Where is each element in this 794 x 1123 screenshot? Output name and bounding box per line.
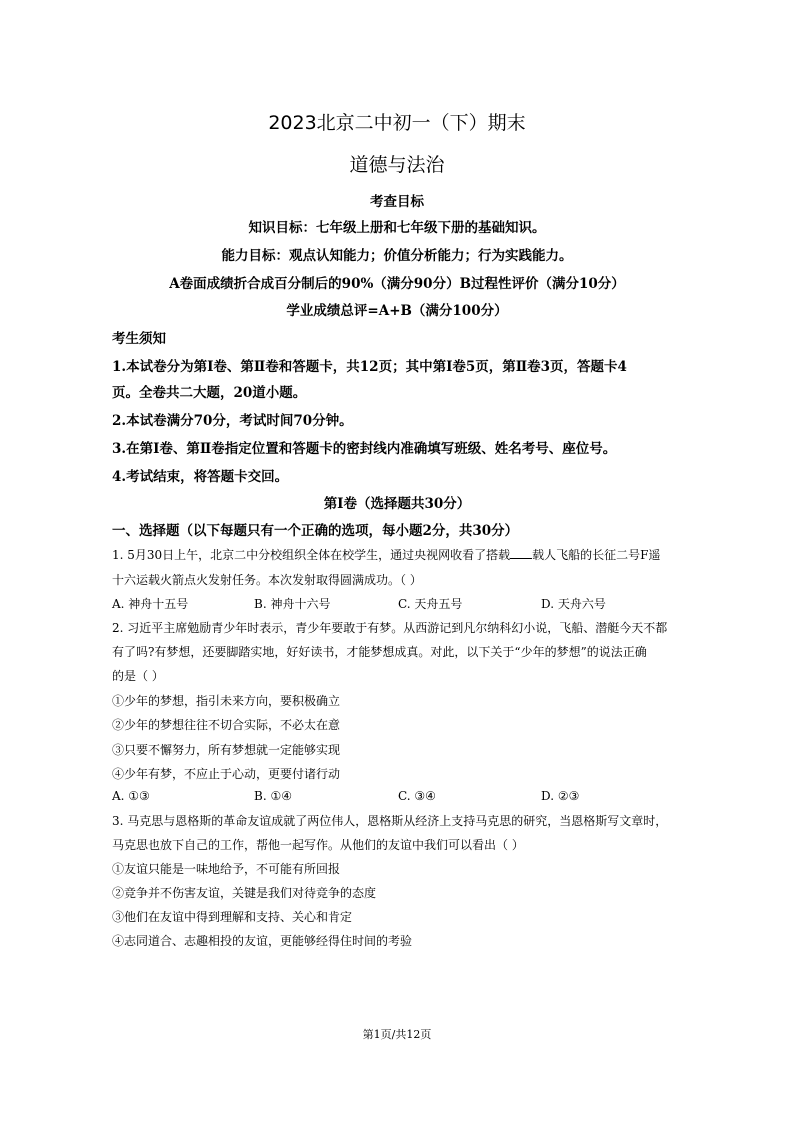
question-2-line-2: 有了吗?有梦想，还要脚踏实地，好好读书，才能梦想成真。对此，以下关于“少年的梦想”的说法正确 (112, 645, 647, 659)
notice-item-1-line-2: 页。全卷共二大题，20道小题。 (112, 385, 307, 401)
question-3-statement-2: ②竞争并不伤害友谊，关键是我们对待竞争的态度 (112, 886, 377, 900)
total-score-rule: 学业成绩总评=A+B（满分100分） (286, 303, 508, 319)
question-1-line-2: 十六运载火箭点火发射任务。本次发射取得圆满成功。（ ） (112, 573, 422, 587)
question-2-statement-3: ③只要不懈努力，所有梦想就一定能够实现 (112, 743, 341, 757)
question-2-line-3: 的是（ ） (112, 669, 164, 683)
question-1-option-d: D. 天舟六号 (541, 597, 606, 611)
answer-blank (510, 546, 532, 559)
question-1-line-1 (112, 546, 687, 563)
notice-item-4: 4.考试结束，将答题卡交回。 (112, 469, 289, 485)
section-title: 第Ⅰ卷（选择题共30分） (323, 496, 471, 512)
notice-item-1-line-1: 1.本试卷分为第Ⅰ卷、第Ⅱ卷和答题卡，共12页；其中第Ⅰ卷5页，第Ⅱ卷3页，答题卡4 (112, 359, 627, 375)
part-one-heading: 一、选择题（以下每题只有一个正确的选项，每小题2分，共30分） (112, 523, 519, 539)
question-3-statement-4: ④志同道合、志趣相投的友谊，更能够经得住时间的考验 (112, 934, 413, 948)
scoring-rule: A卷面成绩折合成百分制后的90%（满分90分）B过程性评价（满分10分） (169, 276, 625, 292)
question-1-text-a: 1. 5月30日上午，北京二中分校组织全体在校学生，通过央视网收看了搭载 (112, 548, 511, 562)
question-1-option-a: A. 神舟十五号 (112, 597, 189, 611)
notice-item-2: 2.本试卷满分70分，考试时间70分钟。 (112, 413, 353, 429)
question-1-option-c: C. 天舟五号 (398, 597, 463, 611)
question-2-statement-1: ①少年的梦想，指引未来方向，要积极确立 (112, 694, 341, 708)
question-2-option-a: A. ①③ (112, 789, 150, 803)
subject-title: 道德与法治 (349, 154, 445, 176)
question-2-option-c: C. ③④ (398, 789, 436, 803)
objectives-heading: 考查目标 (370, 194, 424, 210)
question-2-option-b: B. ①④ (254, 789, 292, 803)
question-2-statement-2: ②少年的梦想往往不切合实际，不必太在意 (112, 718, 341, 732)
notice-heading: 考生须知 (112, 331, 166, 347)
question-3-line-1: 3. 马克思与恩格斯的革命友谊成就了两位伟人，恩格斯从经济上支持马克思的研究，当恩格斯写文章时， (112, 814, 668, 828)
question-2-line-1: 2. 习近平主席勉励青少年时表示，青少年要敢于有梦。从西游记到凡尔纳科幻小说，飞船、潜艇今天不都 (112, 621, 668, 635)
question-3-line-2: 马克思也放下自己的工作，帮他一起写作。从他们的友谊中我们可以看出（ ） (112, 838, 524, 852)
question-3-statement-1: ①友谊只能是一味地给予，不可能有所回报 (112, 862, 341, 876)
ability-objective: 能力目标：观点认知能力；价值分析能力；行为实践能力。 (221, 248, 573, 264)
knowledge-objective: 知识目标：七年级上册和七年级下册的基础知识。 (248, 220, 546, 236)
question-1-text-b: 载人飞船的长征二号F遥 (532, 548, 661, 562)
question-3-statement-3: ③他们在友谊中得到理解和支持、关心和肯定 (112, 910, 353, 924)
question-1-option-b: B. 神舟十六号 (254, 597, 331, 611)
notice-item-3: 3.在第Ⅰ卷、第Ⅱ卷指定位置和答题卡的密封线内准确填写班级、姓名考号、座位号。 (112, 441, 617, 457)
exam-title: 2023北京二中初一（下）期末 (268, 112, 526, 134)
page-number: 第1页/共12页 (362, 1028, 432, 1041)
question-2-statement-4: ④少年有梦，不应止于心动，更要付诸行动 (112, 767, 341, 781)
question-2-option-d: D. ②③ (541, 789, 580, 803)
